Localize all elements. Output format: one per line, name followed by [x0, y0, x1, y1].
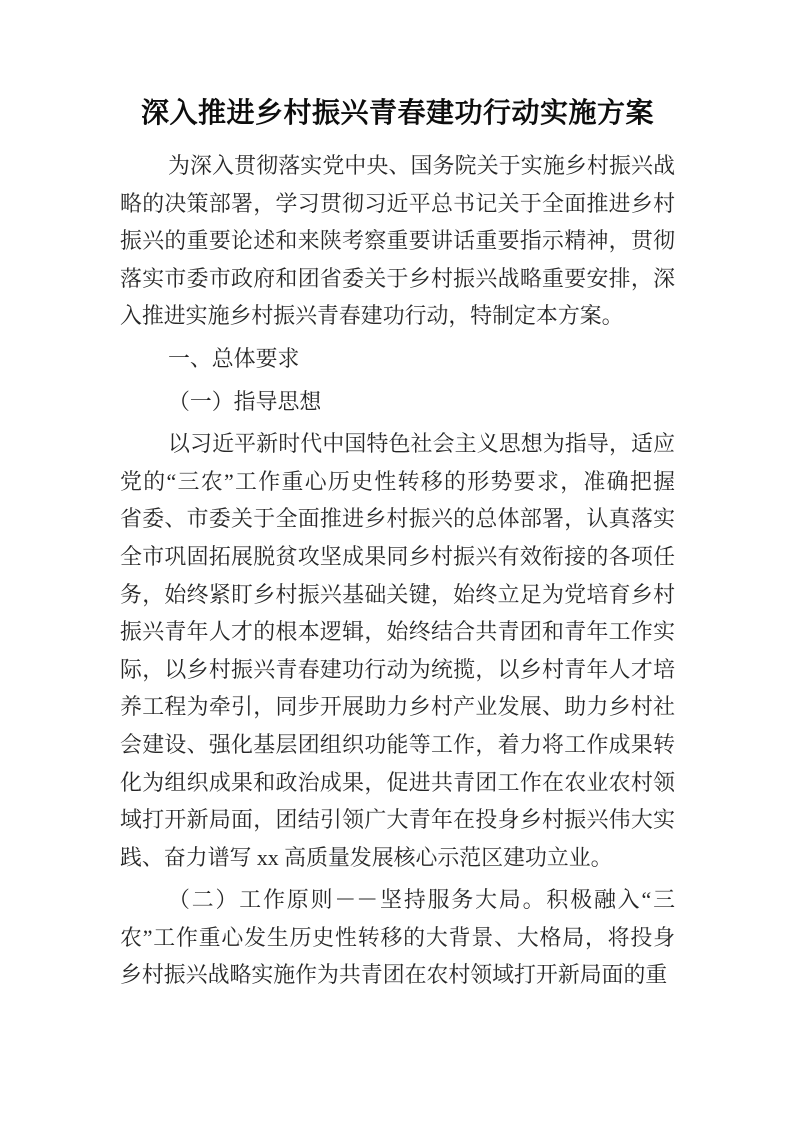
text-line: 一、总体要求: [168, 345, 300, 371]
text-line: 落实市委市政府和团省委关于乡村振兴战略重要安排，深: [120, 265, 675, 291]
text-line: 会建设、强化基层团组织功能等工作，着力将工作成果转: [120, 731, 675, 757]
intro-paragraph: [120, 147, 675, 335]
text-line: 化为组织成果和政治成果，促进共青团工作在农业农村领: [120, 769, 675, 795]
text-line: 略的决策部署，学习贯彻习近平总书记关于全面推进乡村: [120, 190, 675, 216]
guiding-ideology-paragraph: [120, 425, 675, 876]
document-content: [120, 93, 675, 994]
doc-title: 深入推进乡村振兴青春建功行动实施方案: [140, 97, 654, 128]
text-line: 践、奋力谱写 xx 高质量发展核心示范区建功立业。: [120, 844, 613, 870]
text-line: 入推进实施乡村振兴青春建功行动，特制定本方案。: [120, 303, 624, 329]
work-principles-paragraph: [120, 881, 675, 994]
text-line: 全市巩固拓展脱贫攻坚成果同乡村振兴有效衔接的各项任: [120, 543, 675, 569]
text-line: 域打开新局面，团结引领广大青年在投身乡村振兴伟大实: [120, 807, 675, 833]
text-line: 乡村振兴战略实施作为共青团在农村领域打开新局面的重: [120, 962, 668, 988]
text-line: 党的“三农”工作重心历史性转移的形势要求，准确把握: [120, 468, 675, 494]
text-line: 务，始终紧盯乡村振兴基础关键，始终立足为党培育乡村: [120, 581, 675, 607]
text-line: 为深入贯彻落实党中央、国务院关于实施乡村振兴战: [168, 153, 675, 178]
text-line: 农”工作重心发生历史性转移的大背景、大格局，将投身: [120, 924, 675, 950]
text-line: 以习近平新时代中国特色社会主义思想为指导，适应: [168, 431, 675, 457]
document-body: [120, 147, 675, 994]
text-line: 振兴青年人才的根本逻辑，始终结合共青团和青年工作实: [120, 619, 675, 645]
text-line: 省委、市委关于全面推进乡村振兴的总体部署，认真落实: [120, 506, 675, 532]
text-line: 养工程为牵引，同步开展助力乡村产业发展、助力乡村社: [120, 694, 675, 720]
text-line: （一）指导思想: [168, 388, 322, 414]
heading-guiding-ideology: [120, 383, 675, 421]
text-line: 振兴的重要论述和来陕考察重要讲话重要指示精神，贯彻: [120, 228, 675, 254]
heading-overall-requirements: [120, 340, 675, 378]
text-line: （二）工作原则－－坚持服务大局。积极融入“三: [168, 887, 675, 913]
text-line: 际，以乡村振兴青春建功行动为统揽，以乡村青年人才培: [120, 656, 675, 682]
